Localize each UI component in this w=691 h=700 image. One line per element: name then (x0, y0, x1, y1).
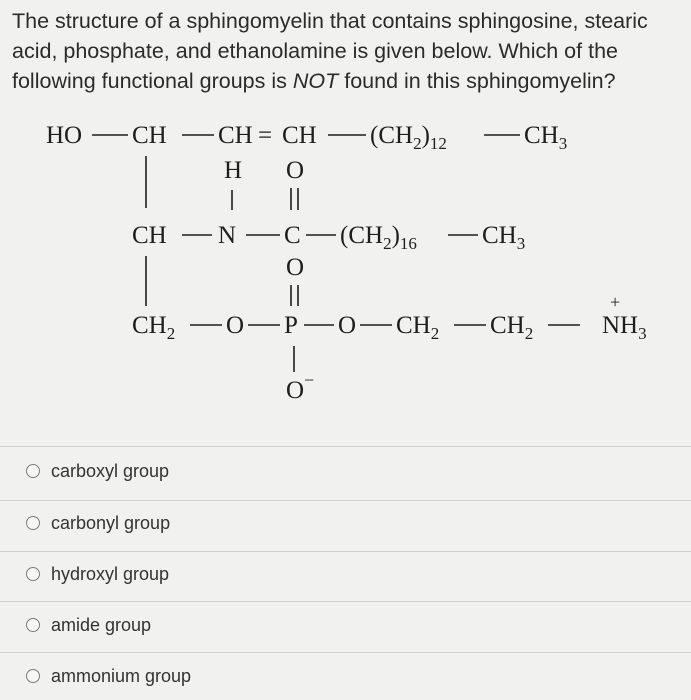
question-emphasis: NOT (292, 69, 339, 93)
positive-charge: + (610, 292, 621, 312)
option-hydroxyl-group[interactable] (26, 559, 169, 589)
option-label: carbonyl group (51, 512, 171, 533)
p-label: P (284, 312, 298, 339)
radio-button[interactable] (26, 567, 40, 581)
divider (0, 500, 691, 501)
option-carbonyl-group[interactable] (26, 508, 170, 538)
c-label: C (284, 222, 301, 249)
double-bond: = (258, 122, 273, 149)
ho-label: HO (46, 122, 83, 149)
divider (0, 551, 691, 552)
option-label: carboxyl group (51, 460, 170, 481)
option-amide-group[interactable] (26, 610, 151, 640)
ch2-label: $CH_2$ (396, 312, 440, 343)
ch2-chain: $(CH_2)_{16}$ (340, 222, 417, 253)
option-label: ammonium group (51, 665, 192, 686)
o-label: O (286, 254, 305, 281)
ch-label: CH (132, 222, 167, 249)
negative-charge: − (304, 370, 315, 390)
ch2-chain: $(CH_2)_{12}$ (370, 122, 447, 153)
radio-button[interactable] (26, 669, 40, 683)
o-label: O (286, 377, 305, 404)
ch2-label: $CH_2$ (490, 312, 534, 343)
question-part-2: found in this sphingomyelin? (338, 69, 616, 93)
divider (0, 601, 691, 602)
radio-button[interactable] (26, 516, 40, 530)
divider (0, 652, 691, 653)
ch2-label: $CH_2$ (132, 312, 176, 343)
option-carboxyl-group[interactable] (26, 456, 169, 486)
o-label: O (338, 312, 357, 339)
ch-label: CH (218, 122, 253, 149)
option-ammonium-group[interactable] (26, 661, 191, 691)
o-label: O (286, 157, 305, 184)
o-label: O (226, 312, 245, 339)
divider (0, 446, 691, 447)
ch3-label: $CH_3$ (524, 122, 568, 153)
radio-button[interactable] (26, 618, 40, 632)
ch-label: CH (132, 122, 167, 149)
nh3-label: $NH_3$ (602, 312, 647, 343)
question-part-1: The structure of a sphingomyelin that contains sphingosine, stearic acid, phosphate, and ethanolamine is given below. Which of the following functional groups is (12, 9, 648, 93)
radio-button[interactable] (26, 464, 40, 478)
option-label: hydroxyl group (51, 563, 170, 584)
ch3-label: $CH_3$ (482, 222, 526, 253)
h-label: H (224, 157, 243, 184)
n-label: N (218, 222, 237, 249)
option-label: amide group (51, 614, 152, 635)
ch-label: CH (282, 122, 317, 149)
